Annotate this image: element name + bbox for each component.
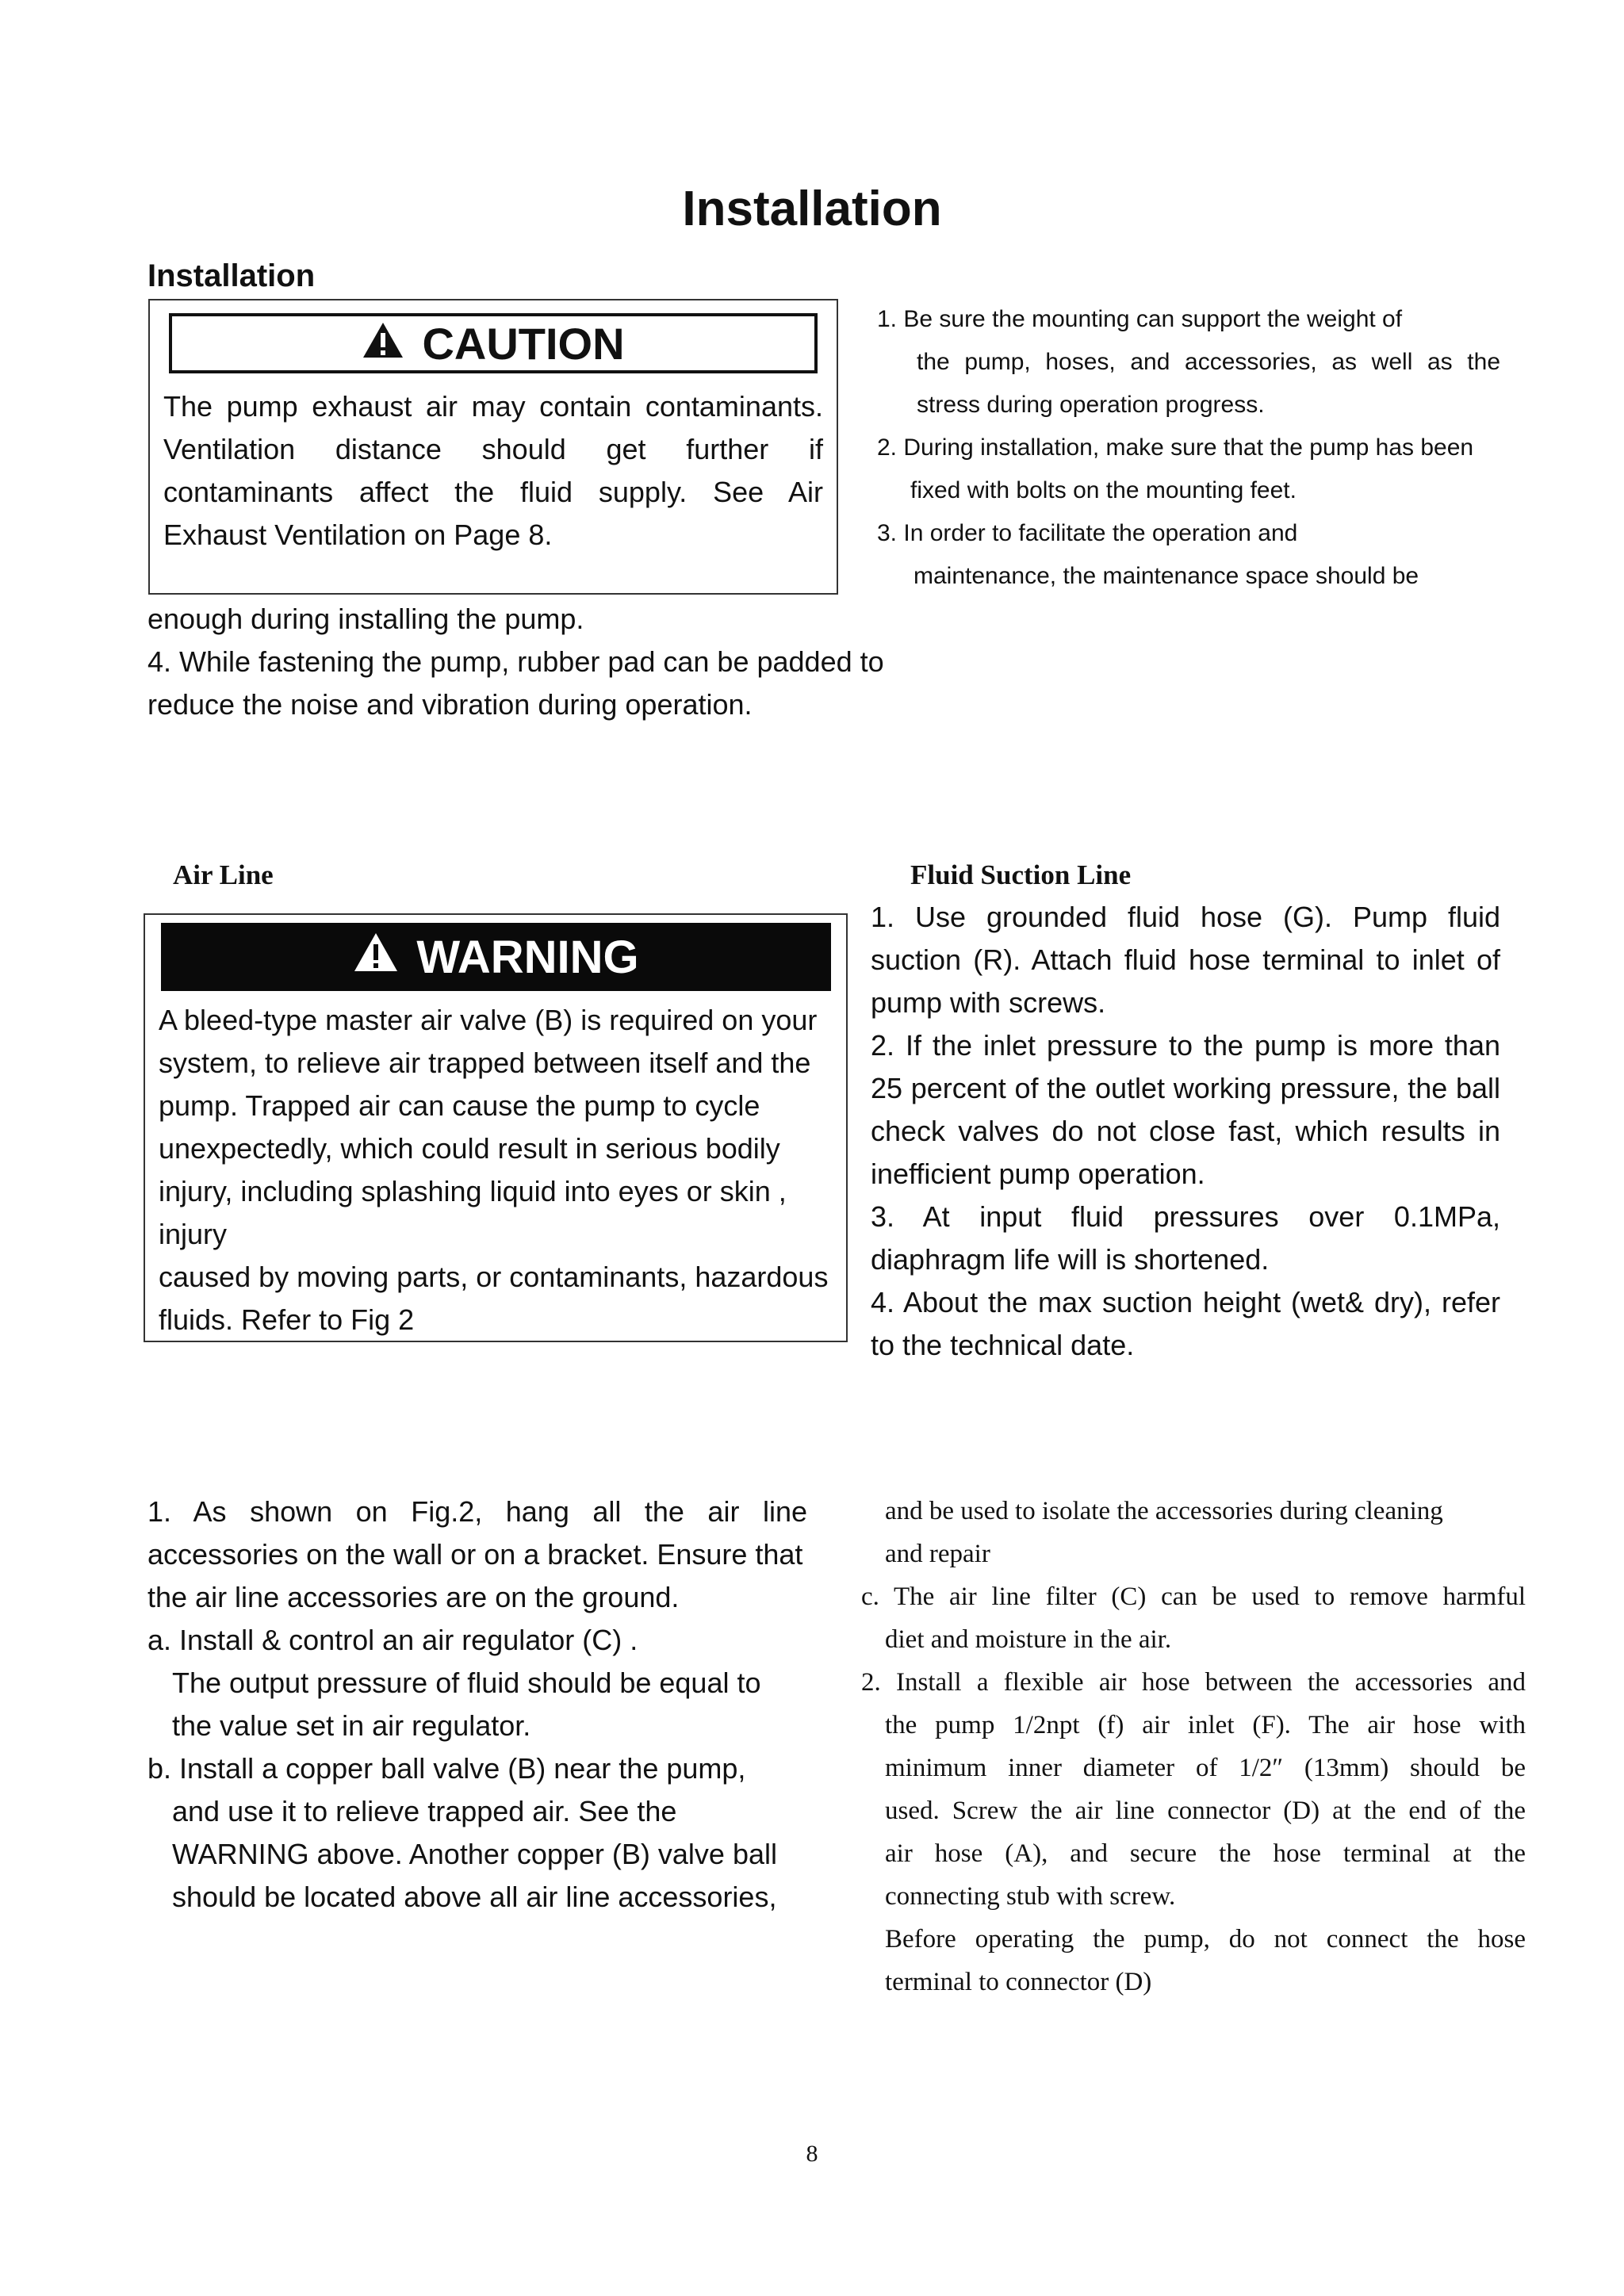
fluid-suction-line: 2. If the inlet pressure to the pump is more than [871,1029,1500,1062]
section-heading: Installation [147,258,316,293]
air-step-line: should be located above all air line accessories, [172,1881,777,1913]
air-step-line: diet and moisture in the air. [885,1625,1172,1654]
air-step-line: b. Install a copper ball valve (B) near the pump, [147,1752,746,1785]
warning-text-line: pump. Trapped air can cause the pump to cycle [159,1089,760,1122]
install-continuation-line: enough during installing the pump. [147,603,584,635]
air-step-line: Before operating the pump, do not connect the hose [885,1925,1526,1954]
fluid-suction-line: inefficient pump operation. [871,1158,1205,1190]
air-step-line: a. Install & control an air regulator (C) . [147,1624,638,1656]
air-step-line: 2. Install a flexible air hose between the accessories and [861,1668,1526,1697]
air-step-line: connecting stub with screw. [885,1882,1176,1911]
caution-banner [169,313,818,373]
install-continuation-line: 4. While fastening the pump, rubber pad can be padded to [147,645,884,678]
install-step-line: 2. During installation, make sure that the pump has been [877,434,1474,461]
warning-text-line: caused by moving parts, or contaminants, hazardous [159,1261,829,1293]
air-step-line: c. The air line filter (C) can be used to remove harmful [861,1582,1526,1611]
fluid-suction-line: to the technical date. [871,1329,1135,1361]
page-number: 8 [806,2141,818,2167]
air-step-line: the air line accessories are on the ground. [147,1581,680,1613]
caution-box [148,299,838,595]
warning-text-line: injury [159,1218,228,1250]
install-step-line: stress during operation progress. [917,392,1265,418]
caution-text-line: contaminants affect the fluid supply. See Air [163,476,823,508]
fluid-suction-line: suction (R). Attach fluid hose terminal to inlet of [871,943,1500,976]
warning-text-line: system, to relieve air trapped between itself and the [159,1047,811,1079]
install-step-line: 3. In order to facilitate the operation and [877,520,1298,546]
warning-triangle-icon [353,931,399,984]
air-step-line: the pump 1/2npt (f) air inlet (F). The air hose with [885,1711,1526,1739]
caution-label: CAUTION [422,318,625,369]
fluid-suction-line: 1. Use grounded fluid hose (G). Pump fluid [871,901,1500,933]
fluid-suction-heading: Fluid Suction Line [910,859,1132,890]
warning-triangle-icon [362,318,404,369]
air-step-line: the value set in air regulator. [172,1709,531,1742]
warning-label: WARNING [416,931,639,983]
warning-text-line: unexpectedly, which could result in serious bodily [159,1132,780,1165]
install-step-line: 1. Be sure the mounting can support the weight of [877,306,1403,332]
air-step-line: air hose (A), and secure the hose terminal at the [885,1839,1526,1868]
warning-text-line: fluids. Refer to Fig 2 [159,1303,415,1336]
air-step-line: and use it to relieve trapped air. See the [172,1795,677,1827]
air-line-heading: Air Line [173,859,274,890]
air-step-line: and be used to isolate the accessories during cleaning [885,1497,1443,1525]
fluid-suction-line: check valves do not close fast, which results in [871,1115,1500,1147]
page-title: Installation [682,182,942,236]
air-step-line: The output pressure of fluid should be equal to [172,1667,761,1699]
air-step-line: 1. As shown on Fig.2, hang all the air line [147,1495,807,1528]
air-step-line: used. Screw the air line connector (D) at the end of the [885,1797,1526,1825]
fluid-suction-line: 4. About the max suction height (wet& dry), refer [871,1286,1500,1318]
caution-text-line: The pump exhaust air may contain contaminants. [163,390,823,423]
warning-text-line: A bleed-type master air valve (B) is required on your [159,1004,818,1036]
fluid-suction-line: pump with screws. [871,986,1106,1019]
air-step-line: accessories on the wall or on a bracket. Ensure that [147,1538,803,1571]
warning-box [144,913,848,1342]
install-step-line: fixed with bolts on the mounting feet. [910,477,1297,503]
air-step-line: minimum inner diameter of 1/2″ (13mm) should be [885,1754,1526,1782]
warning-banner [161,923,831,991]
air-step-line: WARNING above. Another copper (B) valve ball [172,1838,777,1870]
air-step-line: terminal to connector (D) [885,1968,1152,1996]
install-continuation-line: reduce the noise and vibration during operation. [147,688,753,721]
fluid-suction-line: 25 percent of the outlet working pressure, the ball [871,1072,1500,1104]
caution-text-line: Exhaust Ventilation on Page 8. [163,519,553,551]
fluid-suction-line: 3. At input fluid pressures over 0.1MPa, [871,1200,1500,1233]
install-step-line: maintenance, the maintenance space should be [914,563,1419,589]
caution-text-line: Ventilation distance should get further if [163,433,823,465]
warning-text-line: injury, including splashing liquid into eyes or skin , [159,1175,787,1207]
fluid-suction-line: diaphragm life will is shortened. [871,1243,1270,1276]
install-step-line: the pump, hoses, and accessories, as well as the [917,349,1500,375]
air-step-line: and repair [885,1540,990,1568]
